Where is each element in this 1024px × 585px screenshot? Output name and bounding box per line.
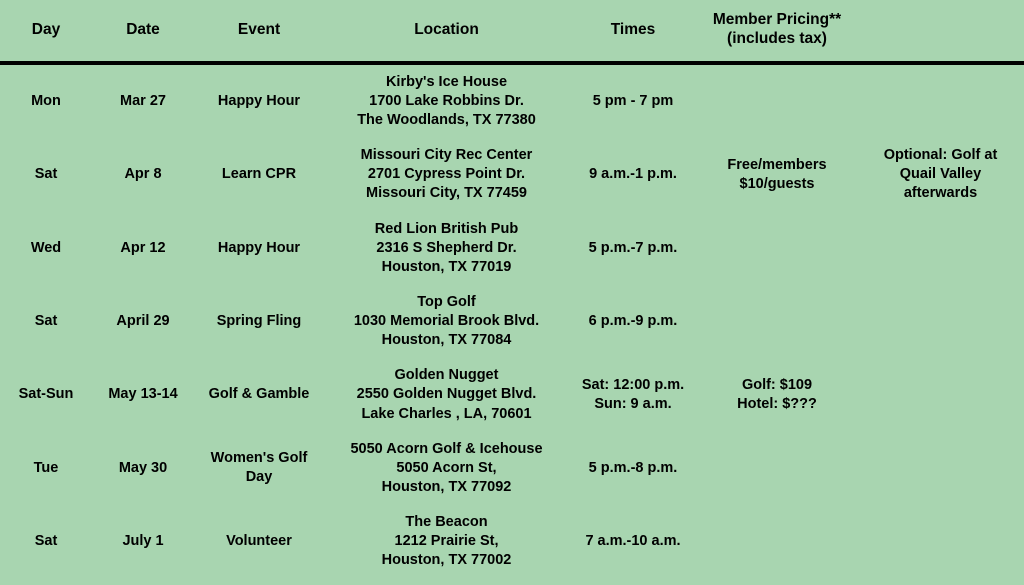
cell-day: Wed — [30, 239, 62, 256]
cell-times — [569, 432, 697, 505]
column-header-event-label: Event — [237, 20, 281, 38]
cell-location — [324, 138, 569, 211]
cell-event: Happy Hour — [217, 239, 301, 256]
cell-location — [324, 63, 569, 138]
cell-pricing-line: Hotel: $??? — [737, 395, 817, 412]
cell-location-line: Golden Nugget — [394, 367, 499, 384]
cell-pricing — [697, 63, 857, 138]
cell-location — [324, 432, 569, 505]
cell-times — [569, 505, 697, 578]
cell-pricing-line: Golf: $109 — [741, 376, 813, 393]
cell-day: Tue — [33, 459, 59, 476]
cell-times-line: 7 a.m.-10 a.m. — [585, 533, 681, 550]
cell-date: Mar 27 — [120, 92, 166, 109]
cell-pricing-line: $10/guests — [739, 175, 815, 192]
column-header-times-label: Times — [610, 20, 656, 38]
cell-notes — [857, 505, 1024, 578]
cell-pricing — [697, 358, 857, 431]
cell-notes — [857, 432, 1024, 505]
cell-event: Spring Fling — [216, 313, 302, 329]
cell-location-line: Houston, TX 77019 — [381, 258, 512, 275]
cell-times — [569, 358, 697, 431]
cell-notes-line: afterwards — [903, 185, 978, 202]
cell-pricing — [697, 505, 857, 578]
cell-location-line: Missouri City Rec Center — [360, 147, 533, 164]
column-header-event — [194, 0, 324, 63]
cell-times — [569, 285, 697, 358]
cell-notes — [857, 63, 1024, 138]
column-header-times — [569, 0, 697, 63]
cell-location-line: The Woodlands, TX 77380 — [357, 112, 536, 128]
cell-times — [569, 138, 697, 211]
column-header-date-label: Date — [126, 20, 160, 38]
cell-times-line: 6 p.m.-9 p.m. — [588, 313, 678, 329]
column-header-day-label: Day — [31, 20, 61, 38]
cell-day: Sat-Sun — [18, 386, 74, 403]
cell-location-line: 2550 Golden Nugget Blvd. — [356, 386, 537, 403]
column-header-day — [0, 0, 92, 63]
cell-times-line: 5 p.m.-8 p.m. — [588, 459, 678, 476]
column-header-member-pricing-label: Member Pricing** — [712, 11, 842, 28]
cell-times-line: Sun: 9 a.m. — [594, 395, 672, 412]
cell-location — [324, 212, 569, 285]
cell-notes-line: Quail Valley — [899, 166, 982, 183]
cell-notes — [857, 358, 1024, 431]
cell-location-line: Red Lion British Pub — [374, 220, 519, 237]
cell-event: Women's Golf Day — [210, 450, 308, 486]
cell-notes-line: Optional: Golf at — [883, 147, 998, 164]
table-header — [0, 0, 1024, 63]
cell-location-line: The Beacon — [405, 514, 488, 530]
cell-date: May 30 — [118, 459, 168, 476]
cell-times-line: 5 pm - 7 pm — [592, 92, 674, 109]
cell-day: Sat — [34, 533, 58, 550]
column-header-notes — [857, 0, 1024, 63]
cell-pricing — [697, 212, 857, 285]
cell-location-line: 5050 Acorn St, — [396, 459, 497, 476]
table-row — [0, 138, 1024, 211]
cell-times — [569, 63, 697, 138]
cell-location-line: 5050 Acorn Golf & Icehouse — [350, 440, 543, 457]
cell-notes — [857, 212, 1024, 285]
cell-location-line: Top Golf — [417, 293, 476, 310]
table-row — [0, 358, 1024, 431]
cell-notes — [857, 285, 1024, 358]
cell-day: Sat — [34, 166, 58, 183]
column-header-location — [324, 0, 569, 63]
cell-location-line: Houston, TX 77002 — [381, 552, 512, 569]
table-row — [0, 63, 1024, 138]
cell-pricing — [697, 138, 857, 211]
cell-pricing-line: Free/members — [727, 156, 827, 173]
cell-location — [324, 505, 569, 578]
cell-event: Golf & Gamble — [208, 386, 310, 403]
cell-location-line: 1030 Memorial Brook Blvd. — [353, 313, 540, 329]
cell-date: Apr 8 — [124, 166, 162, 183]
column-header-location-label: Location — [414, 20, 479, 38]
table-row — [0, 432, 1024, 505]
column-header-member-pricing — [697, 0, 857, 63]
cell-times-line: 5 p.m.-7 p.m. — [588, 239, 678, 256]
cell-event: Happy Hour — [217, 92, 301, 109]
cell-location-line: 2316 S Shepherd Dr. — [376, 239, 517, 256]
cell-event: Volunteer — [226, 533, 292, 550]
cell-location — [324, 285, 569, 358]
table-header-row — [0, 0, 1024, 63]
cell-date: May 13-14 — [108, 386, 178, 403]
cell-times — [569, 212, 697, 285]
table-body — [0, 63, 1024, 579]
cell-notes — [857, 138, 1024, 211]
cell-location-line: Houston, TX 77084 — [381, 332, 512, 349]
cell-date: April 29 — [116, 313, 170, 329]
cell-location-line: 1700 Lake Robbins Dr. — [369, 92, 524, 109]
cell-times-line: 9 a.m.-1 p.m. — [589, 166, 677, 183]
cell-date: Apr 12 — [120, 239, 166, 256]
column-header-date — [92, 0, 194, 63]
cell-day: Sat — [34, 313, 58, 329]
cell-location-line: Houston, TX 77092 — [381, 478, 512, 495]
cell-pricing — [697, 432, 857, 505]
cell-location-line: Missouri City, TX 77459 — [366, 185, 527, 202]
table-row — [0, 285, 1024, 358]
cell-day: Mon — [31, 92, 61, 109]
cell-location-line: 1212 Prairie St, — [394, 533, 499, 550]
cell-location-line: Lake Charles , LA, 70601 — [361, 405, 532, 422]
table-row — [0, 505, 1024, 578]
cell-event: Learn CPR — [221, 166, 297, 183]
cell-times-line: Sat: 12:00 p.m. — [581, 376, 685, 393]
cell-pricing — [697, 285, 857, 358]
column-header-member-pricing-sublabel: (includes tax) — [727, 30, 827, 48]
cell-location — [324, 358, 569, 431]
cell-location-line: 2701 Cypress Point Dr. — [367, 166, 526, 183]
cell-location-line: Kirby's Ice House — [385, 73, 508, 90]
cell-date: July 1 — [122, 533, 164, 550]
table-row — [0, 212, 1024, 285]
